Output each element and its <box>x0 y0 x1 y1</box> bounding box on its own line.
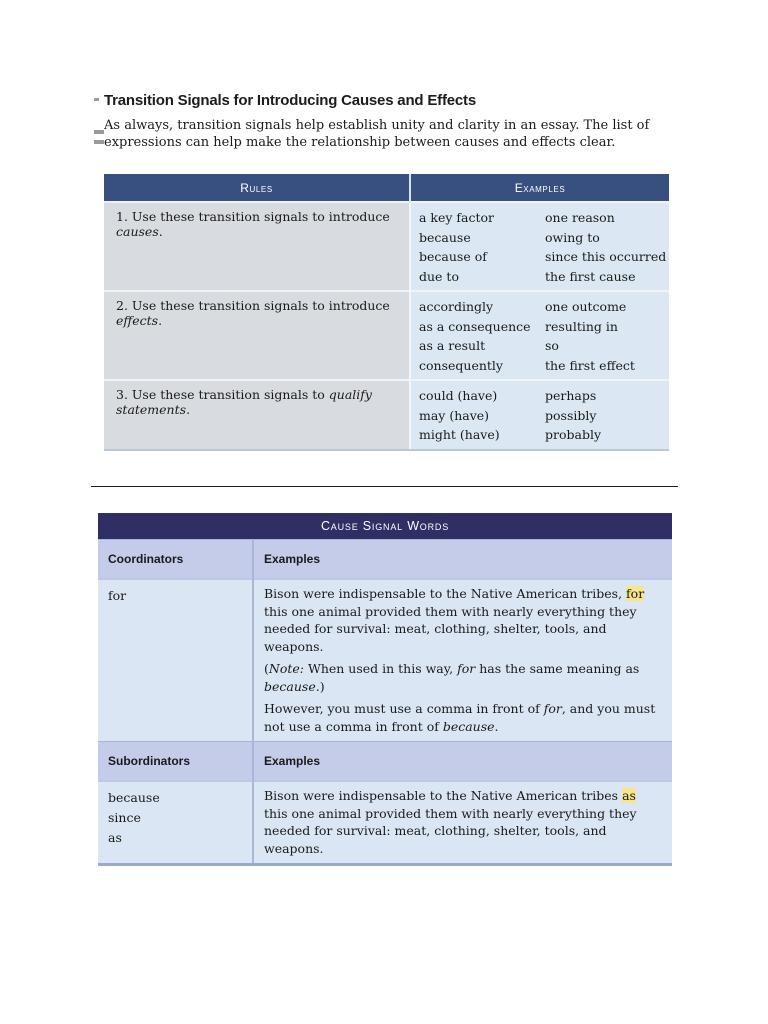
example-term: a key factor <box>419 210 495 225</box>
note-text: (Note: When used in this way, for has the same meaning as because.) <box>264 661 640 694</box>
example-term: could (have) <box>419 388 498 403</box>
example-term: one reason <box>545 210 615 225</box>
example-sentence: Bison were indispensable to the Native American tribes as this one animal provided them with nearly everything they needed for survival: meat, clothing, shelter, tools, and weapons. <box>264 788 637 856</box>
examples-cell <box>410 202 669 291</box>
example-term: the first cause <box>545 268 636 284</box>
table-title: Cause Signal Words <box>98 513 672 540</box>
example-term: because of <box>419 249 487 264</box>
margin-mark <box>94 98 99 101</box>
example-term: as a result <box>419 338 486 353</box>
signal-word: as <box>108 830 122 845</box>
example-term: possibly <box>545 407 597 423</box>
signal-word: since <box>108 810 141 825</box>
table-header-row <box>98 540 672 580</box>
table-row <box>104 202 669 291</box>
example-term: due to <box>419 268 459 284</box>
examples-header: Examples <box>253 742 672 782</box>
example-term: since this occurred <box>545 249 667 264</box>
example-term: perhaps <box>545 388 597 403</box>
section-causes-effects <box>92 92 680 151</box>
examples-cell <box>410 380 669 450</box>
coordinator-words <box>98 579 253 742</box>
examples-header: Examples <box>410 174 669 202</box>
highlighted-word: for <box>626 586 645 601</box>
section-intro: As always, transition signals help establish unity and clarity in an essay. The list of expressions can help make the relationship between causes and effects clear. <box>104 118 650 150</box>
section-title: Transition Signals for Introducing Causes and Effects <box>104 92 476 109</box>
example-term: because <box>419 229 471 245</box>
transition-signals-table <box>104 174 669 451</box>
example-term: may (have) <box>419 407 490 423</box>
example-term: one outcome <box>545 299 627 314</box>
highlighted-word: as <box>622 788 636 803</box>
coordinator-examples <box>253 579 672 742</box>
margin-mark <box>94 140 104 144</box>
example-sentence: Bison were indispensable to the Native American tribes, for this one animal provided them with nearly everything they needed for survival: meat, clothing, shelter, tools, and weapons. <box>264 586 645 654</box>
margin-mark <box>94 130 104 134</box>
subordinators-header: Subordinators <box>98 742 253 782</box>
example-term: might (have) <box>419 427 500 442</box>
examples-cell <box>410 291 669 380</box>
comma-rule-text: However, you must use a comma in front of for, and you must not use a comma in front of because. <box>264 701 656 734</box>
example-term: so <box>545 338 559 353</box>
rule-cell: 2. Use these transition signals to introduce effects. <box>104 291 410 380</box>
signal-word: for <box>108 588 127 603</box>
table-row <box>98 579 672 742</box>
example-term: resulting in <box>545 318 618 334</box>
table-row <box>98 781 672 865</box>
example-term: probably <box>545 427 602 442</box>
table-row <box>104 380 669 450</box>
example-term: owing to <box>545 229 600 245</box>
example-term: accordingly <box>419 299 494 314</box>
subordinator-examples <box>253 781 672 865</box>
examples-header: Examples <box>253 540 672 580</box>
rules-header: Rules <box>104 174 410 202</box>
coordinators-header: Coordinators <box>98 540 253 580</box>
table-row <box>104 291 669 380</box>
divider-line <box>91 486 678 487</box>
signal-word: because <box>108 790 160 805</box>
example-term: consequently <box>419 357 503 373</box>
example-term: as a consequence <box>419 318 531 334</box>
cause-signal-words-table <box>98 513 672 866</box>
example-term: the first effect <box>545 357 635 373</box>
table-header-row <box>98 742 672 782</box>
subordinator-words <box>98 781 253 865</box>
rule-cell: 3. Use these transition signals to qualify statements. <box>104 380 410 450</box>
rule-cell: 1. Use these transition signals to introduce causes. <box>104 202 410 291</box>
